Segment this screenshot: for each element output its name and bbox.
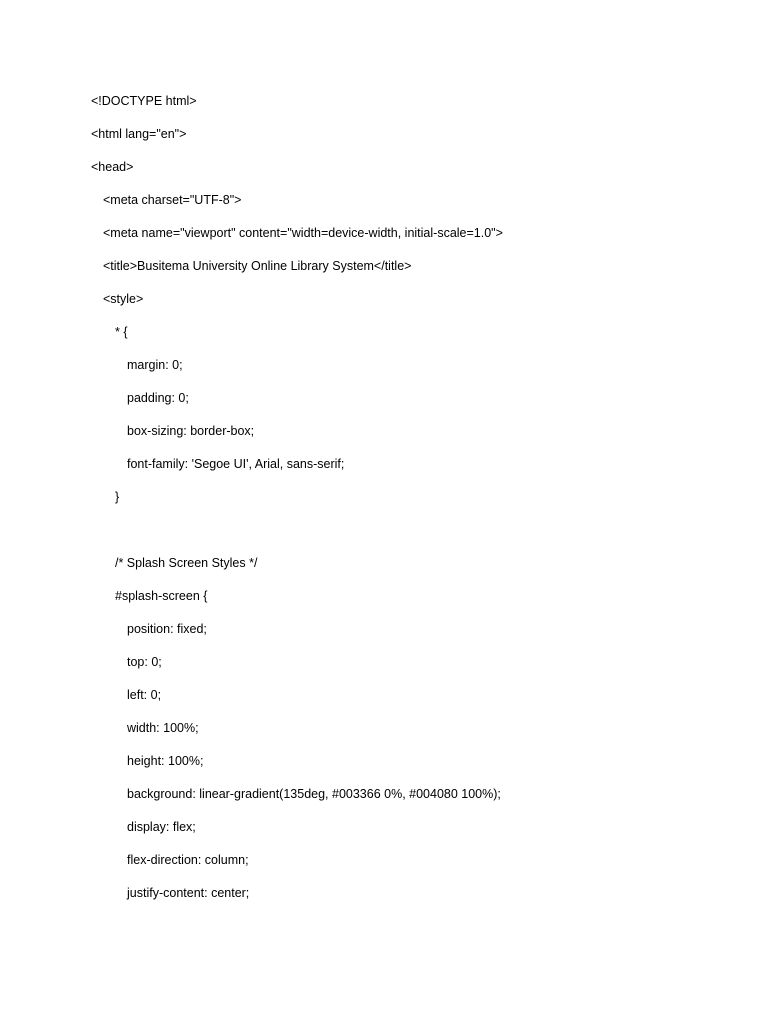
code-line: <!DOCTYPE html> [91, 94, 197, 108]
code-line: width: 100%; [127, 721, 199, 735]
code-line: #splash-screen { [115, 589, 208, 603]
code-line: <html lang="en"> [91, 127, 187, 141]
code-line: flex-direction: column; [127, 853, 249, 867]
code-line: top: 0; [127, 655, 162, 669]
code-line: display: flex; [127, 820, 196, 834]
code-line: left: 0; [127, 688, 162, 702]
code-line: <meta charset="UTF-8"> [103, 193, 242, 207]
code-line: <meta name="viewport" content="width=device-width, initial-scale=1.0"> [103, 226, 503, 240]
code-line: box-sizing: border-box; [127, 424, 255, 438]
blank-line [91, 522, 731, 555]
code-line: justify-content: center; [127, 886, 250, 900]
code-line: * { [115, 325, 128, 339]
code-line: font-family: 'Segoe UI', Arial, sans-serif; [127, 457, 345, 471]
code-listing [91, 93, 731, 918]
code-line: height: 100%; [127, 754, 204, 768]
code-line: <style> [103, 292, 144, 306]
code-line: position: fixed; [127, 622, 207, 636]
code-line: } [115, 490, 120, 504]
code-line: <head> [91, 160, 134, 174]
code-line: /* Splash Screen Styles */ [115, 556, 258, 570]
code-line: <title>Busitema University Online Library System</title> [103, 259, 412, 273]
code-line: padding: 0; [127, 391, 189, 405]
code-line: background: linear-gradient(135deg, #003366 0%, #004080 100%); [127, 787, 501, 801]
code-line: margin: 0; [127, 358, 183, 372]
